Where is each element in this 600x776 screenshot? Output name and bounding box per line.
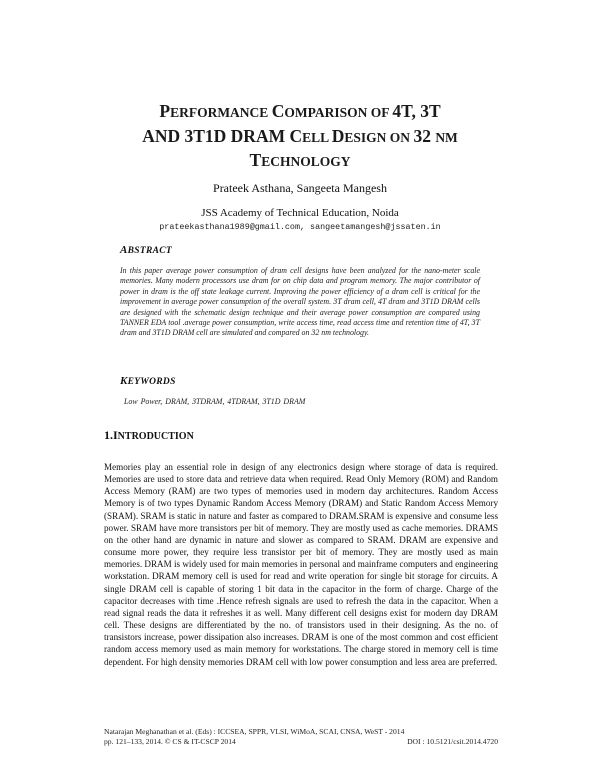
keywords-heading: KEYWORDS — [120, 375, 176, 387]
authors: Prateek Asthana, Sangeeta Mangesh — [213, 181, 387, 195]
author-emails: prateekasthana1989@gmail.com, sangeetamangesh@jssaten.in — [159, 222, 441, 232]
abstract-text: In this paper average power consumption of dram cell designs have been analyzed for the nano-meter scale memories. Many modern processors use dram for on chip data and program memory. The major contributor of power in dram is the off state leakage current. Improving the power efficiency of a dram cell is critical for the improvement in average power consumption of the overall system. 3T dram cell, 4T dram and 3T1D DRAM cells are designed with the schematic design technique and their average power consumption are compared using TANNER EDA tool .average power consumption, write access time, read access time and retention time of 4T, 3T dram and 3T1D DRAM cell are simulated and compared on 32 nm technology. — [120, 266, 480, 338]
title-line-1: PERFORMANCE COMPARISON OF 4T, 3T — [159, 101, 441, 121]
footer-proceedings: Natarajan Meghanathan et al. (Eds) : ICCSEA, SPPR, VLSI, WiMoA, SCAI, CNSA, WeST - 2014 — [104, 727, 405, 736]
introduction-body — [104, 461, 498, 668]
abstract-heading: ABSTRACT — [120, 244, 172, 256]
page-footer — [104, 727, 498, 747]
footer-doi: DOI : 10.5121/csit.2014.4720 — [407, 737, 498, 746]
footer-pages: pp. 121–133, 2014. © CS & IT-CSCP 2014 — [104, 737, 236, 746]
introduction-paragraph: Memories play an essential role in design of any electronics design where storage of data is required. Memories are used to store data and retrieve data when required. Read Only Memory (ROM) and Random Access Memory (RAM) are two types of memories used in modern day architectures. Random Access Memory is of two types Dynamic Random Access Memory (DRAM) and Static Random Access Memory (SRAM). SRAM is static in nature and faster as compared to DRAM.SRAM is expensive and consume less power. SRAM have more transistors per bit of memory. They are mostly used as cache memories. DRAMS on the other hand are dynamic in nature and slower as compared to SRAM. DRAM are expensive and consume more power, they require less transistor per bit of memory. They are mostly used as main memories. DRAM is widely used for main memories in personal and mainframe computers and engineering workstation. DRAM memory cell is used for read and write operation for single bit storage for circuits. A single DRAM cell is capable of storing 1 bit data in the capacitor in the form of charge. Charge of the capacitor decreases with time .Hence refresh signals are used to refresh the data in the capacitor. When a read signal reads the data it refreshes it as well. Many different cell designs exist for modern day DRAM cell. These designs are differentiated by the no. of transistors used in their designing. As the no. of transistors increase, power dissipation also increases. DRAM is one of the most common and cost efficient random access memory used as main memory for workstations. The charge stored in memory cell is time dependent. For high density memories DRAM cell with low power consumption and less area are preferred. — [104, 462, 498, 667]
title-line-2: AND 3T1D DRAM CELL DESIGN ON 32 NM — [142, 125, 458, 146]
title-line-3: TECHNOLOGY — [249, 150, 351, 170]
affiliation: JSS Academy of Technical Education, Noida — [201, 207, 399, 219]
keywords-text: Low Power, DRAM, 3TDRAM, 4TDRAM, 3T1D DRAM — [124, 397, 306, 406]
introduction-heading: 1.INTRODUCTION — [104, 428, 194, 442]
footer-row — [104, 737, 498, 747]
paper-title — [80, 100, 520, 174]
